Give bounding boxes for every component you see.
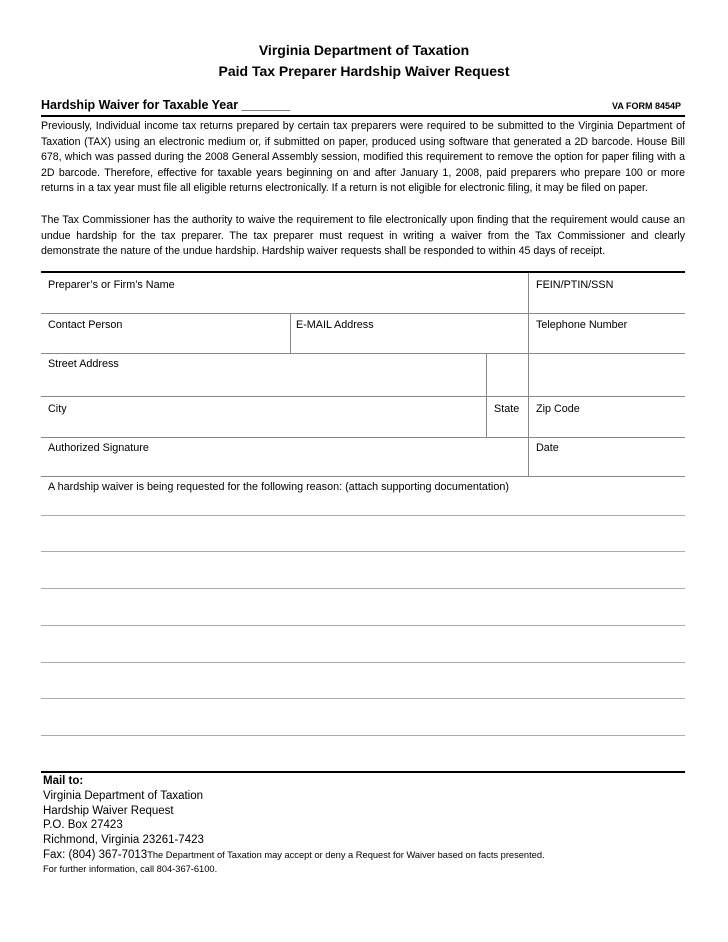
intro-paragraph-2: The Tax Commissioner has the authority to waive the requirement to file electronically upon finding that the requirement would cause an undue hardship for the tax preparer. The tax preparer must request in writing a waiver from the Tax Commissioner and clearly demonstrate the nature of the undue hardship. Hardship waiver requests shall be responded to within 45 days of receipt. xyxy=(41,214,685,258)
reason-line[interactable] xyxy=(41,662,685,663)
reason-line[interactable] xyxy=(41,735,685,736)
row-divider xyxy=(41,396,685,397)
contact-person-label: Contact Person xyxy=(48,319,123,331)
row-divider xyxy=(41,476,685,477)
mail-address-line: Richmond, Virginia 23261-7423 xyxy=(43,834,204,846)
row-divider xyxy=(41,313,685,314)
fax-number: Fax: (804) 367-7013 xyxy=(43,849,148,861)
fein-field[interactable] xyxy=(530,295,684,312)
fax-line xyxy=(43,848,545,863)
city-label: City xyxy=(48,403,67,415)
column-divider xyxy=(528,273,529,353)
mail-address-line: Hardship Waiver Request xyxy=(43,805,174,817)
street-address-field[interactable] xyxy=(42,374,484,395)
mail-to-heading: Mail to: xyxy=(43,775,84,787)
row-divider xyxy=(41,353,685,354)
telephone-field[interactable] xyxy=(530,334,684,352)
form-title: Paid Tax Preparer Hardship Waiver Request xyxy=(218,63,510,79)
street-address-label: Street Address xyxy=(48,358,119,370)
intro-paragraph-1: Previously, Individual income tax returns prepared by certain tax preparers were required to be submitted to the Virginia Department of Taxation (TAX) using an electronic medium or, if submitted on paper, produced using software that generated a 2D barcode. House Bill 678, which was passed during the 2008 General Assembly session, modified this requirement to remove the option for paper filing with a 2D barcode. Therefore, effective for taxable years beginning on and after January 1, 2008, paid preparers who prepare 100 or more returns in a tax year must file all eligible returns electronically. If a return is not eligible for electronic filing, it may be filed on paper. xyxy=(41,120,685,195)
contact-person-field[interactable] xyxy=(42,334,288,352)
reason-line[interactable] xyxy=(41,625,685,626)
zip-code-field[interactable] xyxy=(530,418,684,436)
form-number: VA FORM 8454P xyxy=(612,101,682,111)
zip-code-label: Zip Code xyxy=(536,403,580,415)
reason-line[interactable] xyxy=(41,698,685,699)
preparer-name-label: Preparer’s or Firm’s Name xyxy=(48,279,175,291)
agency-title: Virginia Department of Taxation xyxy=(258,42,470,58)
reason-label: A hardship waiver is being requested for the following reason: (attach supporting documentation) xyxy=(48,481,509,493)
taxable-year-heading: Hardship Waiver for Taxable Year _______ xyxy=(41,98,291,112)
date-field[interactable] xyxy=(530,457,684,475)
row-divider xyxy=(41,437,685,438)
signature-field[interactable] xyxy=(42,457,526,475)
column-divider xyxy=(528,353,529,476)
preparer-name-field[interactable] xyxy=(42,295,526,312)
fein-label: FEIN/PTIN/SSN xyxy=(536,279,614,291)
mail-address-line: P.O. Box 27423 xyxy=(43,819,123,831)
column-divider xyxy=(290,313,291,353)
reason-bottom-border xyxy=(41,771,685,773)
signature-label: Authorized Signature xyxy=(48,442,149,454)
heading-rule xyxy=(41,115,685,117)
telephone-label: Telephone Number xyxy=(536,319,628,331)
email-field[interactable] xyxy=(292,334,526,352)
state-field[interactable] xyxy=(488,418,526,436)
form-top-border xyxy=(41,271,685,273)
email-label: E-MAIL Address xyxy=(296,319,374,331)
reason-line[interactable] xyxy=(41,588,685,589)
column-divider xyxy=(486,353,487,437)
state-label: State xyxy=(494,403,520,415)
info-line: For further information, call 804-367-6100. xyxy=(43,864,218,874)
reason-line[interactable] xyxy=(41,515,685,516)
city-field[interactable] xyxy=(42,418,484,436)
decision-note: The Department of Taxation may accept or deny a Request for Waiver based on facts presented. xyxy=(147,850,545,860)
mail-address-line: Virginia Department of Taxation xyxy=(43,790,204,802)
date-label: Date xyxy=(536,442,559,454)
reason-line[interactable] xyxy=(41,551,685,552)
